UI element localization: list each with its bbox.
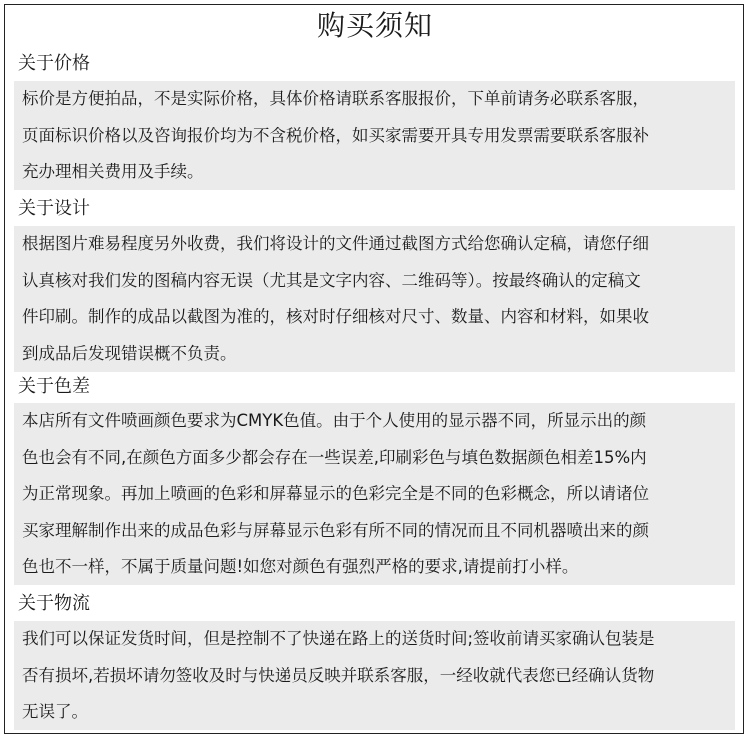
text-line: 页面标识价格以及咨询报价均为不含税价格，如买家需要开具专用发票需要联系客服补: [22, 125, 649, 145]
text-line: 认真核对我们发的图稿内容无误（尤其是文字内容、二维码等）。按最终确认的定稿文: [22, 270, 641, 290]
text-line: 否有损坏,若损坏请勿签收及时与快递员反映并联系客服，一经收就代表您已经确认货物: [22, 665, 655, 685]
text-line: 到成品后发现错误概不负责。: [22, 343, 237, 363]
section-heading-color: 关于色差: [18, 376, 90, 397]
section-body-color: [14, 403, 735, 585]
section-body-logistics: [14, 621, 735, 730]
section-heading-design: 关于设计: [18, 198, 90, 219]
text-line: 件印刷。制作的成品以截图为准的，核对时仔细核对尺寸、数量、内容和材料，如果收: [22, 307, 649, 326]
text-line: 色也不一样，不属于质量问题!如您对颜色有强烈严格的要求,请提前打小样。: [22, 557, 579, 576]
text-line: 买家理解制作出来的成品色彩与屏幕显示色彩有所不同的情况而且不同机器喷出来的颜: [22, 520, 649, 540]
section-heading-logistics: 关于物流: [18, 593, 90, 614]
text-line: 色也会有不同,在颜色方面多少都会存在一些误差,印刷彩色与填色数据颜色相差15%内: [22, 447, 647, 467]
text-line: 充办理相关费用及手续。: [22, 162, 204, 181]
text-line: 我们可以保证发货时间，但是控制不了快递在路上的送货时间;签收前请买家确认包装是: [22, 629, 655, 648]
page-title: 购买须知: [316, 9, 433, 42]
text-line: 标价是方便拍品，不是实际价格，具体价格请联系客服报价，下单前请务必联系客服，: [22, 89, 649, 108]
text-line: 本店所有文件喷画颜色要求为CMYK色值。由于个人使用的显示器不同，所显示出的颜: [22, 411, 647, 430]
text-line: 为正常现象。再加上喷画的色彩和屏幕显示的色彩完全是不同的色彩概念，所以请诸位: [22, 484, 649, 503]
section-body-price: [14, 81, 735, 190]
text-line: 无误了。: [22, 702, 88, 721]
text-line: 根据图片难易程度另外收费，我们将设计的文件通过截图方式给您确认定稿，请您仔细: [22, 234, 649, 253]
section-heading-price: 关于价格: [18, 53, 90, 74]
section-body-design: [14, 226, 735, 372]
